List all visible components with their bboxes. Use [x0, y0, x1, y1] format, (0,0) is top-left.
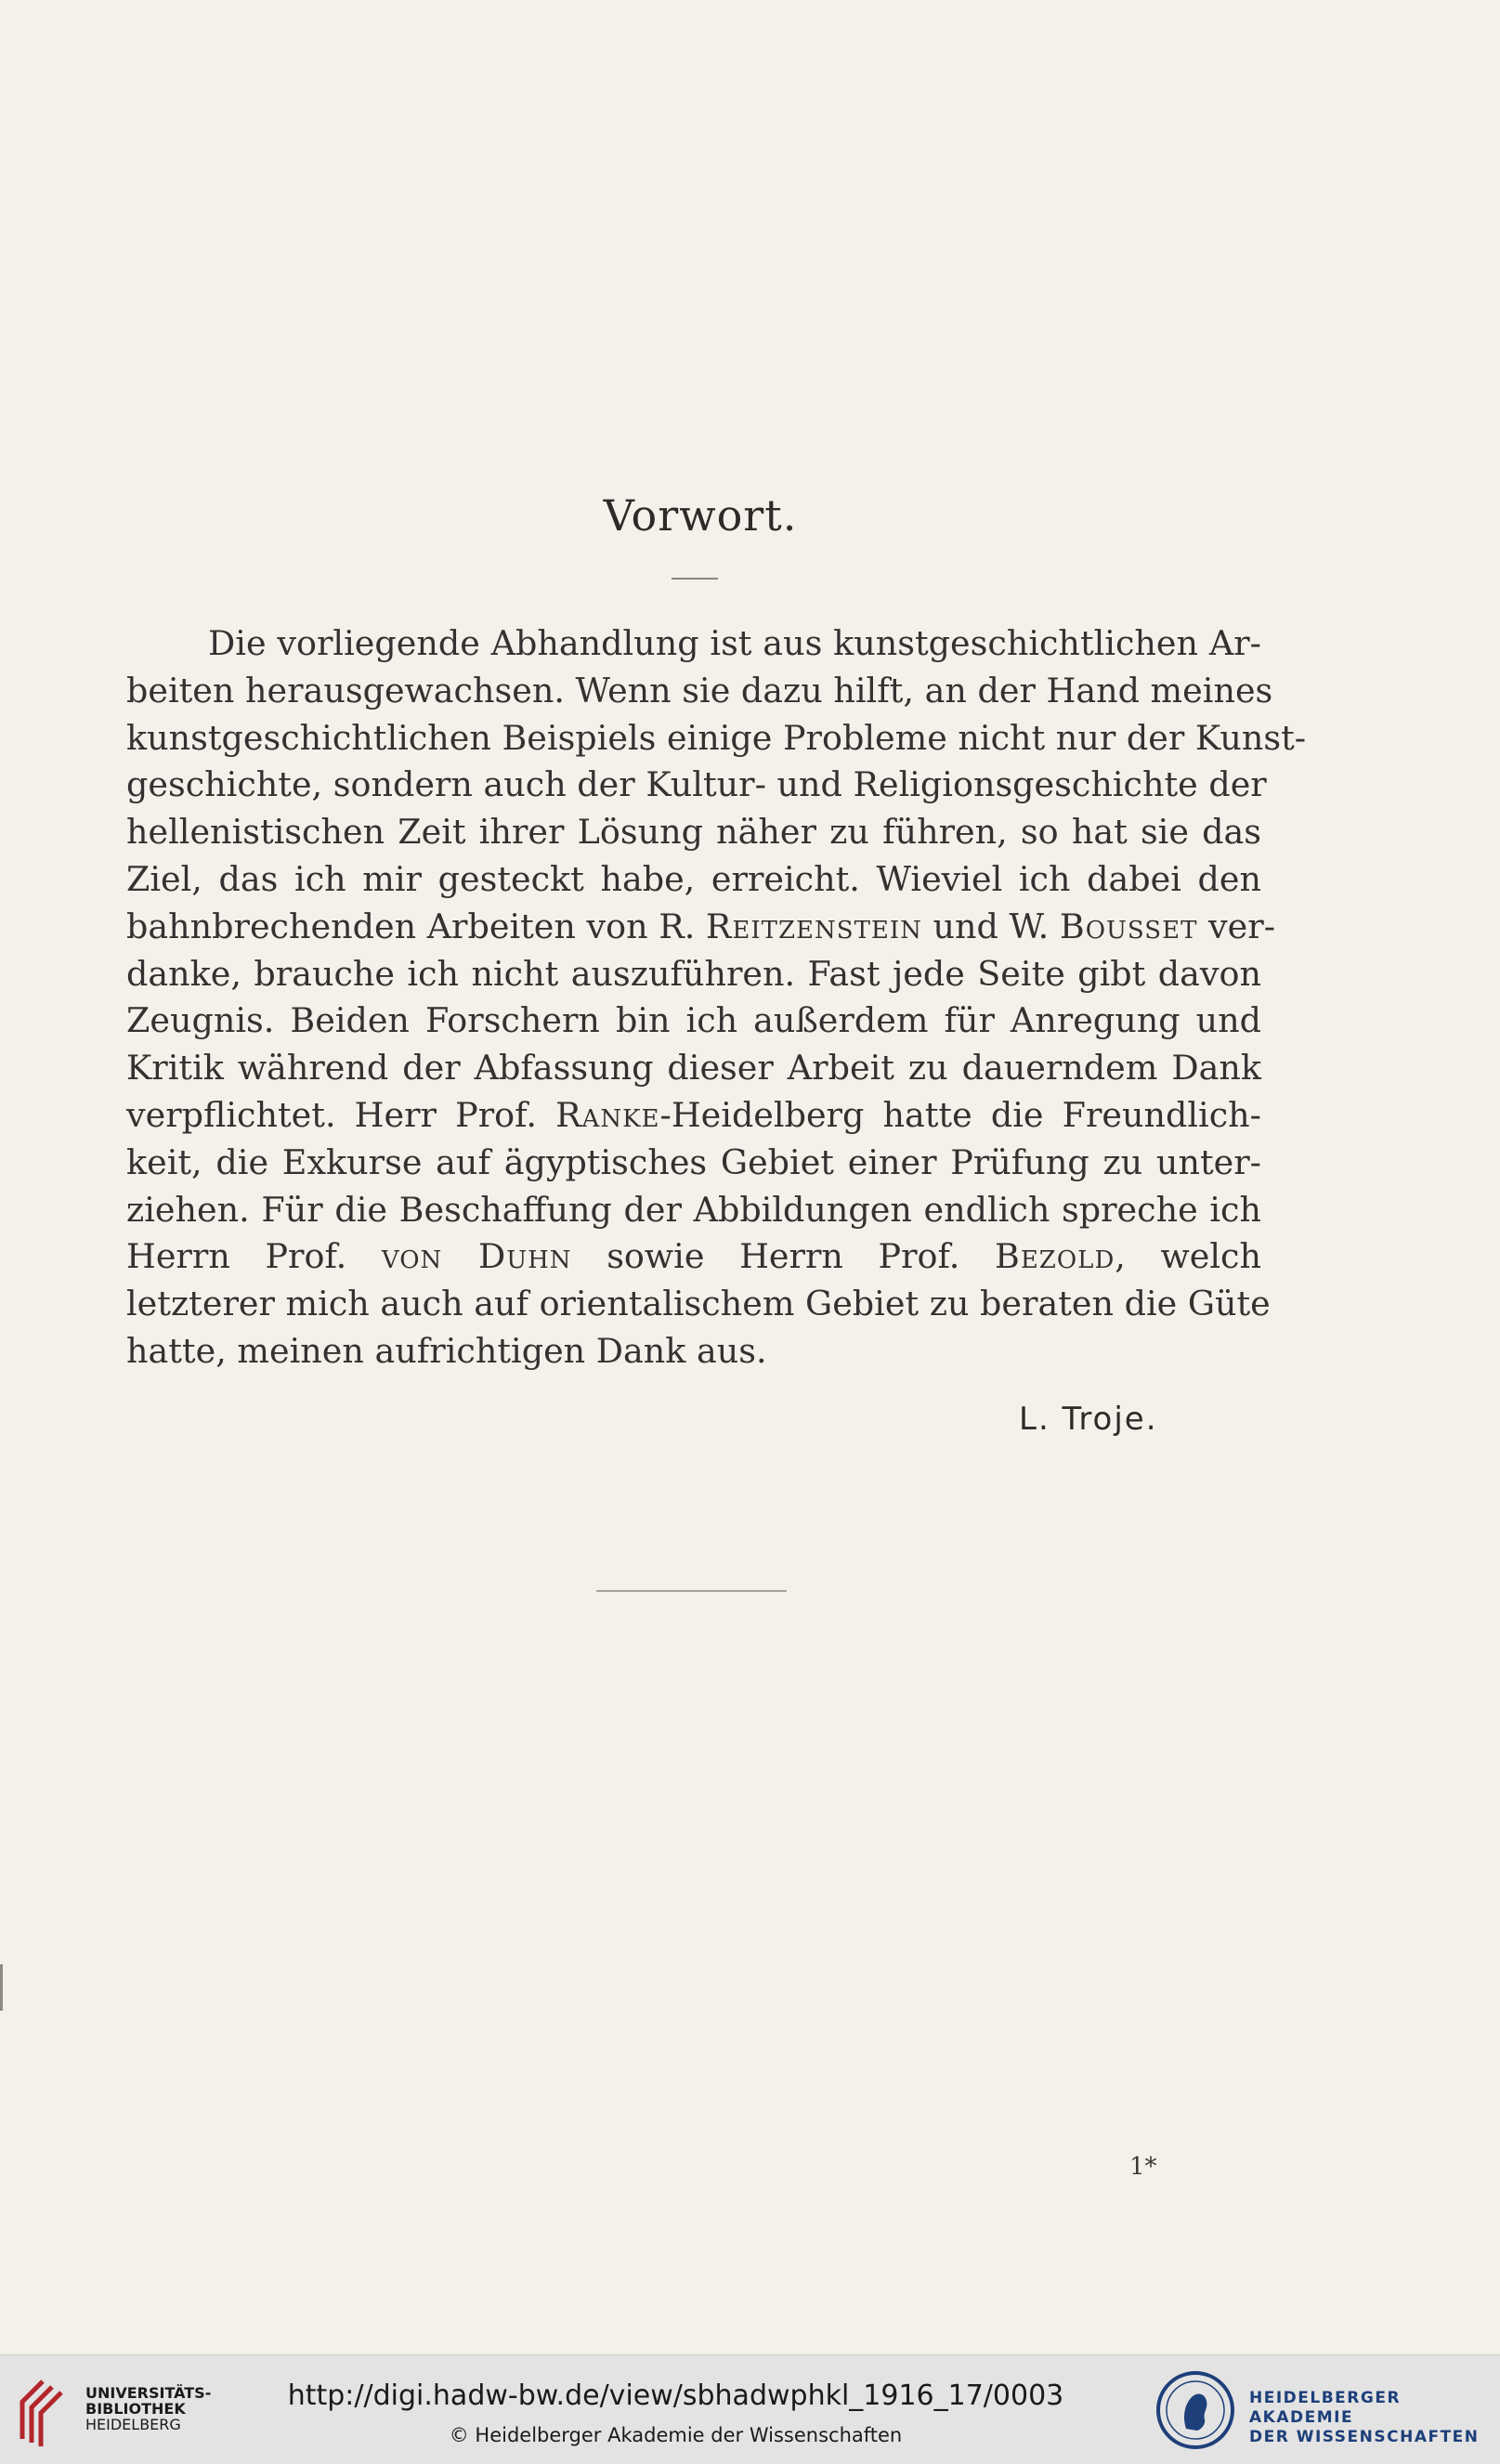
signature: L. Troje.	[1019, 1401, 1158, 1438]
text-line: kunstgeschichtlichen Beispiels einige Probleme nicht nur der Kunst-	[126, 717, 1307, 758]
author-name-bousset: Bousset	[1059, 906, 1198, 946]
author-name-bezold: Bezold	[995, 1236, 1115, 1277]
footer-bar	[0, 2354, 1500, 2464]
text-line: Herrn Prof. von Duhn sowie Herrn Prof. Bezold, welch	[126, 1236, 1262, 1277]
text-line: ziehen. Für die Beschaffung der Abbildungen endlich spreche ich	[126, 1189, 1261, 1230]
closing-divider	[596, 1590, 787, 1592]
text-line: Die vorliegende Abhandlung ist aus kunstgeschichtlichen Ar-	[208, 623, 1261, 663]
academy-name: HEIDELBERGER AKADEMIE DER WISSENSCHAFTEN	[1249, 2389, 1480, 2446]
page-title: Vorwort.	[603, 490, 798, 541]
text-line: bahnbrechenden Arbeiten von R. Reitzenstein und W. Bousset ver-	[126, 906, 1276, 946]
text-line: geschichte, sondern auch der Kultur- und Religionsgeschichte der	[126, 764, 1267, 805]
author-name-reitzenstein: Reitzenstein	[705, 906, 922, 946]
text-line: letzterer mich auch auf orientalischem Gebiet zu beraten die Güte	[126, 1284, 1271, 1324]
text-line: keit, die Exkurse auf ägyptisches Gebiet einer Prüfung zu unter-	[126, 1141, 1261, 1182]
text-line: Kritik während der Abfassung dieser Arbeit zu dauerndem Dank	[126, 1048, 1261, 1089]
university-library-name: UNIVERSITÄTS- BIBLIOTHEK HEIDELBERG	[85, 2384, 212, 2433]
text-line: hatte, meinen aufrichtigen Dank aus.	[126, 1330, 767, 1371]
text-line: hellenistischen Zeit ihrer Lösung näher zu führen, so hat sie das	[126, 812, 1261, 853]
copyright-notice: © Heidelberger Akademie der Wissenschaften	[449, 2424, 903, 2446]
signature-mark: 1*	[1129, 2153, 1157, 2181]
academy-seal-icon	[1154, 2369, 1236, 2451]
text-line: danke, brauche ich nicht auszuführen. Fast jede Seite gibt davon	[126, 953, 1261, 994]
text-line: verpflichtet. Herr Prof. Ranke-Heidelberg hatte die Freundlich-	[126, 1094, 1261, 1135]
text-line: beiten herausgewachsen. Wenn sie dazu hilft, an der Hand meines	[126, 670, 1273, 711]
scan-edge-mark	[0, 1964, 3, 2011]
source-url-link[interactable]: http://digi.hadw-bw.de/view/sbhadwphkl_1916_17/0003	[287, 2379, 1064, 2412]
author-name-ranke: Ranke	[555, 1094, 660, 1135]
title-divider	[672, 578, 718, 580]
text-line: Ziel, das ich mir gesteckt habe, erreicht. Wieviel ich dabei den	[126, 858, 1261, 899]
text-line: Zeugnis. Beiden Forschern bin ich außerdem für Anregung und	[126, 1000, 1261, 1041]
preface-paragraph	[126, 620, 1307, 1375]
author-name-duhn: von Duhn	[381, 1236, 572, 1277]
